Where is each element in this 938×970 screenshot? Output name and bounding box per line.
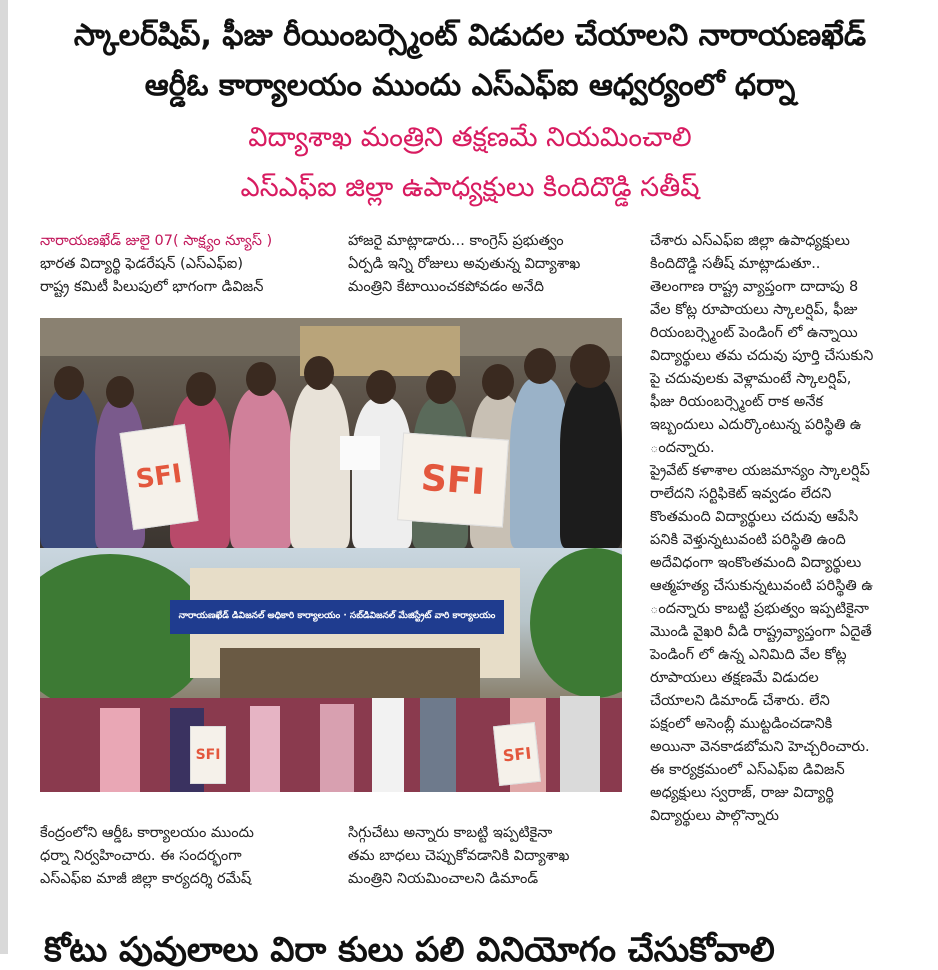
text-line: ఫీజు రియంబర్స్మెంట్ రాక అనేక: [650, 394, 824, 410]
next-article-headline-cropped: కోటు పువులాలు విరా కులు పలి వినియోగం చేసుకోవాలి: [44, 930, 775, 970]
memorandum-paper: [340, 436, 380, 470]
text-line: కేంద్రంలోని ఆర్డీఓ కార్యాలయం ముందు: [40, 825, 254, 841]
text-line: ధర్నా నిర్వహించారు. ఈ సందర్భంగా: [40, 848, 242, 864]
page-edge: [0, 0, 8, 954]
sfi-banner-small-left: SFI: [190, 726, 226, 784]
tree-right: [530, 548, 622, 698]
article-column-3: [650, 230, 928, 828]
text-line: ఈ కార్యక్రమంలో ఎస్ఎఫ్ఐ డివిజన్: [650, 762, 845, 778]
text-line: అదేవిధంగా ఇంకొంతమంది విద్యార్థులు: [650, 555, 862, 571]
text-line: అయినా వెనకాడబోమని హెచ్చరించారు.: [650, 739, 870, 755]
photo-rdo-office-dharna: [40, 548, 622, 792]
text-line: చేయాలని డిమాండ్ చేశారు. లేని: [650, 693, 830, 709]
student-head: [186, 372, 216, 406]
text-line: రాలేదని సర్టిఫికెట్ ఇవ్వడం లేదని: [650, 486, 832, 502]
student-head: [246, 362, 276, 396]
text-line: మొండి వైఖరి వీడి రాష్ట్రవ్యాప్తంగా ఏదైతే: [650, 624, 872, 640]
student-figure: [560, 378, 622, 548]
student-figure: [40, 388, 100, 548]
sfi-banner-left: SFI: [120, 424, 199, 530]
text-line: తెలంగాణ రాష్ట్ర వ్యాప్తంగా దాదాపు 8: [650, 279, 859, 295]
text-line: హాజరై మాట్లాడారు... కాంగ్రెస్ ప్రభుత్వం: [348, 233, 564, 249]
text-line: పనికి వెళ్తున్నటువంటి పరిస్థితి ఉంది: [650, 532, 846, 548]
student-head: [426, 370, 456, 404]
text-line: రూపాయలు తక్షణమే విడుదల: [650, 670, 819, 686]
article-column-2-bottom: [348, 822, 630, 891]
text-line: పై చదువులకు వెళ్లామంటే స్కాలర్షిప్,: [650, 371, 852, 387]
student-figure: [100, 708, 140, 792]
photo-memorandum-handover: [40, 318, 622, 548]
student-head: [54, 366, 84, 400]
sfi-banner-small-right: SFI: [493, 722, 541, 786]
sfi-banner-right: SFI: [397, 432, 509, 527]
student-head: [570, 344, 610, 388]
text-line: భారత విద్యార్థి ఫెడరేషన్ (ఎస్ఎఫ్ఐ): [40, 256, 243, 272]
subheadline-line-2: ఎస్ఎఫ్ఐ జిల్లా ఉపాధ్యక్షులు కిందిదొడ్డి సతీష్: [240, 172, 700, 203]
text-line: తమ బాధలు చెప్పుకోవడానికి విద్యాశాఖ: [348, 848, 570, 864]
text-line: పెండింగ్ లో ఉన్న ఎనిమిది వేల కోట్ల: [650, 647, 847, 663]
text-line: కిందిదొడ్డి సతీష్ మాట్లాడుతూ..: [650, 256, 821, 272]
text-line: ందన్నారు కాబట్టి ప్రభుత్వం ఇప్పటికైనా: [650, 601, 869, 617]
text-line: కొంతమంది విద్యార్థులు చదువు ఆపేసి: [650, 509, 859, 525]
official-head: [366, 370, 396, 404]
text-line: ఇబ్బందులు ఎదుర్కొంటున్న పరిస్థితి ఉ: [650, 417, 862, 433]
text-line: విద్యార్థులు పాల్గొన్నారు: [650, 808, 779, 824]
text-line: సిగ్గుచేటు అన్నారు కాబట్టి ఇప్పటికైనా: [348, 825, 553, 841]
text-line: ఎస్ఎఫ్ఐ మాజీ జిల్లా కార్యదర్శి రమేష్: [40, 871, 252, 887]
text-line: అధ్యక్షులు స్వరాజ్, రాజు విద్యార్థి: [650, 785, 834, 801]
text-line: విద్యార్థులు తమ చదువు పూర్తి చేసుకుని: [650, 348, 874, 364]
office-name-board: నారాయణఖేడ్ డివిజనల్ అధికారి కార్యాలయం · సబ్‌డివిజనల్ మేజిస్ట్రేట్ వారి కార్యాలయం: [170, 600, 504, 634]
text-line: రియంబర్స్మెంట్ పెండింగ్ లో ఉన్నాయి: [650, 325, 858, 341]
student-head: [524, 348, 556, 384]
text-line: మంత్రిని కేటాయించకపోవడం అనేది: [348, 279, 544, 295]
student-figure: [420, 698, 456, 792]
text-line: ఏర్పడి ఇన్ని రోజులు అవుతున్న విద్యాశాఖ: [348, 256, 581, 272]
headline-line-2: ఆర్డీఓ కార్యాలయం ముందు ఎస్ఎఫ్ఐ ఆధ్వర్యంలో ధర్నా: [144, 68, 796, 103]
student-head: [304, 356, 334, 390]
student-head: [106, 376, 134, 408]
text-line: పక్షంలో అసెంబ్లీ ముట్టడించడానికి: [650, 716, 833, 732]
tree-left: [40, 554, 210, 714]
student-figure: [372, 698, 404, 792]
text-line: ందన్నారు.: [650, 440, 715, 456]
subheadline-line-1: విద్యాశాఖ మంత్రిని తక్షణమే నియమించాలి: [248, 122, 692, 153]
dateline: నారాయణఖేడ్ జులై 07( సాక్ష్యం న్యూస్ ): [40, 233, 273, 249]
student-figure: [560, 696, 600, 792]
text-line: రాష్ట్ర కమిటీ పిలుపులో భాగంగా డివిజన్: [40, 279, 264, 295]
article-column-2-top: [348, 230, 630, 299]
text-line: మంత్రిని నియమించాలని డిమాండ్: [348, 871, 539, 887]
student-figure: [320, 704, 354, 792]
student-figure: [250, 706, 280, 792]
headline-line-1: స్కాలర్‌షిప్, ఫీజు రీయింబర్స్మెంట్ విడుదల చేయాలని నారాయణఖేడ్: [73, 18, 867, 53]
text-line: వేల కోట్ల రూపాయలు స్కాలర్షిప్, ఫీజు: [650, 302, 858, 318]
student-head: [482, 364, 514, 400]
article-column-1-bottom: [40, 822, 340, 891]
article-column-1-top: [40, 230, 340, 299]
text-line: చేశారు ఎస్ఎఫ్ఐ జిల్లా ఉపాధ్యక్షులు: [650, 233, 850, 249]
text-line: ప్రైవేట్ కళాశాల యజమాన్యం స్కాలర్షిప్: [650, 463, 870, 479]
text-line: ఆత్మహత్య చేసుకున్నటువంటి పరిస్థితి ఉ: [650, 578, 873, 594]
student-figure: [230, 388, 292, 548]
